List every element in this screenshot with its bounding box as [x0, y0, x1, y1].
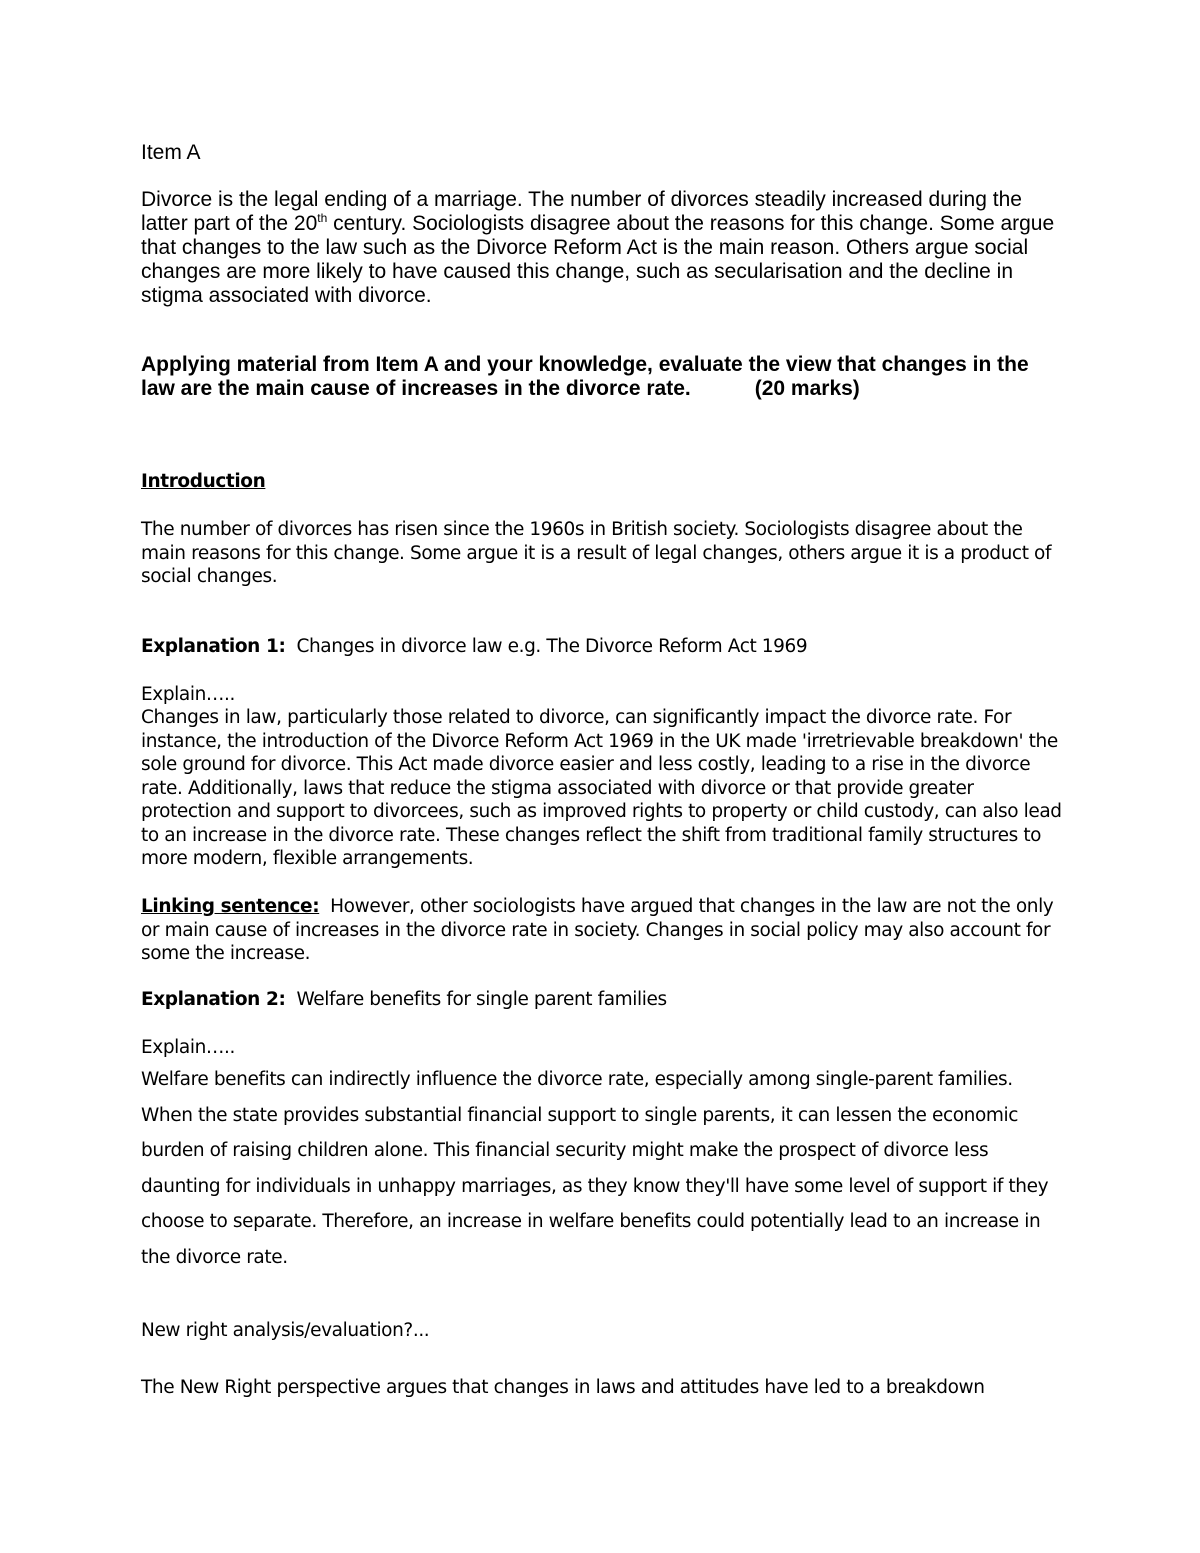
explanation-1-explain-label: Explain…..: [141, 684, 235, 705]
explanation-1-title: Changes in divorce law e.g. The Divorce Reform Act 1969: [296, 636, 808, 657]
explanation-1-text: Changes in law, particularly those related to divorce, can significantly impact the divorce rate. For instance, the introduction of the Divorce Reform Act 1969 in the UK made 'irretrievable breakdown' the sole ground for divorce. This Act made divorce easier and less costly, leading to a rise in the divorce rate. Additionally, laws that reduce the stigma associated with divorce or that provide greater protection and support to divorcees, such as improved rights to property or child custody, can also lead to an increase in the divorce rate. These changes reflect the shift from traditional family structures to more modern, flexible arrangements.: [141, 707, 1062, 869]
question-text: Applying material from Item A and your knowledge, evaluate the view that changes in the law are the main cause of increases in the divorce rate.: [141, 353, 1029, 400]
question-marks: (20 marks): [754, 377, 860, 400]
explanation-2-heading: [141, 988, 1071, 1012]
item-text-part-1: Divorce is the legal ending of a marriage. The number of divorces steadily increased during the latter part of the 20: [141, 188, 1022, 235]
new-right-label: New right analysis/evaluation?...: [141, 1320, 430, 1341]
explanation-2-text: Welfare benefits can indirectly influence the divorce rate, especially among single-parent families. When the state provides substantial financial support to single parents, it can lessen the economic burden of raising children alone. This financial security might make the prospect of divorce less daunting for individuals in unhappy marriages, as they know they'll have some level of support if they choose to separate. Therefore, an increase in welfare benefits could potentially lead to an increase in the divorce rate.: [141, 1069, 1049, 1268]
introduction-text: The number of divorces has risen since the 1960s in British society. Sociologists disagree about the main reasons for this change. Some argue it is a result of legal changes, others argue it is a product of social changes.: [141, 519, 1052, 587]
new-right-text: The New Right perspective argues that changes in laws and attitudes have led to a breakdown: [141, 1377, 985, 1398]
essay-question: [141, 353, 1041, 401]
explanation-2-label: Explanation 2:: [141, 989, 286, 1010]
introduction-heading: Introduction: [141, 471, 266, 492]
linking-label: Linking sentence:: [141, 896, 320, 917]
item-text-superscript: th: [317, 211, 328, 225]
linking-sentence: [141, 895, 1066, 966]
explanation-1-heading: [141, 635, 1071, 659]
item-a-text: [141, 188, 1061, 308]
item-heading: Item A: [141, 141, 201, 164]
linking-text: However, other sociologists have argued that changes in the law are not the only or main cause of increases in the divorce rate in society. Changes in social policy may also account for some the increase.: [141, 896, 1054, 964]
explanation-2-explain-label: Explain…..: [141, 1037, 235, 1058]
item-text-part-2: century. Sociologists disagree about the reasons for this change. Some argue that changes to the law such as the Divorce Reform Act is the main reason. Others argue social changes are more likely to have caused this change, such as secularisation and the decline in stigma associated with divorce.: [141, 212, 1055, 307]
explanation-1-label: Explanation 1:: [141, 636, 286, 657]
explanation-2-title: Welfare benefits for single parent families: [296, 989, 667, 1010]
